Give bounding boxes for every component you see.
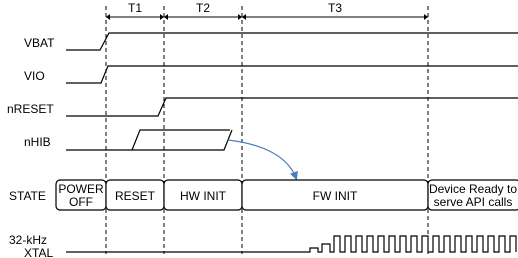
state-reset bbox=[106, 180, 164, 210]
signal-label-nhib: nHIB bbox=[24, 135, 51, 149]
vio-waveform bbox=[66, 66, 518, 83]
nhib-to-fwinit-arrow bbox=[228, 140, 296, 178]
state-device-ready-line1: Device Ready to bbox=[428, 182, 518, 196]
state-device-ready-line2: serve API calls bbox=[433, 195, 513, 209]
signal-label-nreset: nRESET bbox=[7, 102, 54, 116]
interval-t2-label: T2 bbox=[195, 1, 211, 15]
xtal-waveform bbox=[66, 236, 516, 252]
signal-label-xtal-line1: 32-kHz bbox=[9, 233, 48, 247]
signal-label-state: STATE bbox=[9, 189, 46, 203]
state-power-off bbox=[56, 180, 106, 210]
interval-t2 bbox=[164, 1, 242, 20]
interval-t1-label: T1 bbox=[127, 1, 143, 15]
signal-label-vio: VIO bbox=[24, 69, 45, 83]
state-hw-init-label: HW INIT bbox=[180, 189, 226, 203]
nhib-waveform bbox=[66, 130, 232, 150]
state-hw-init bbox=[164, 180, 242, 210]
interval-t3 bbox=[242, 1, 428, 20]
signal-label-vbat: VBAT bbox=[24, 36, 55, 50]
interval-t3-label: T3 bbox=[327, 1, 343, 15]
state-power-off-line1: POWER bbox=[58, 182, 104, 196]
state-power-off-line2: OFF bbox=[69, 195, 93, 209]
vbat-waveform bbox=[66, 33, 518, 50]
state-fw-init-label: FW INIT bbox=[312, 189, 358, 203]
state-reset-label: RESET bbox=[114, 189, 156, 203]
state-device-ready bbox=[428, 180, 518, 210]
interval-t1 bbox=[106, 1, 164, 20]
signal-label-xtal-line2: XTAL bbox=[24, 246, 54, 258]
nreset-waveform bbox=[66, 98, 518, 116]
state-fw-init bbox=[242, 180, 428, 210]
